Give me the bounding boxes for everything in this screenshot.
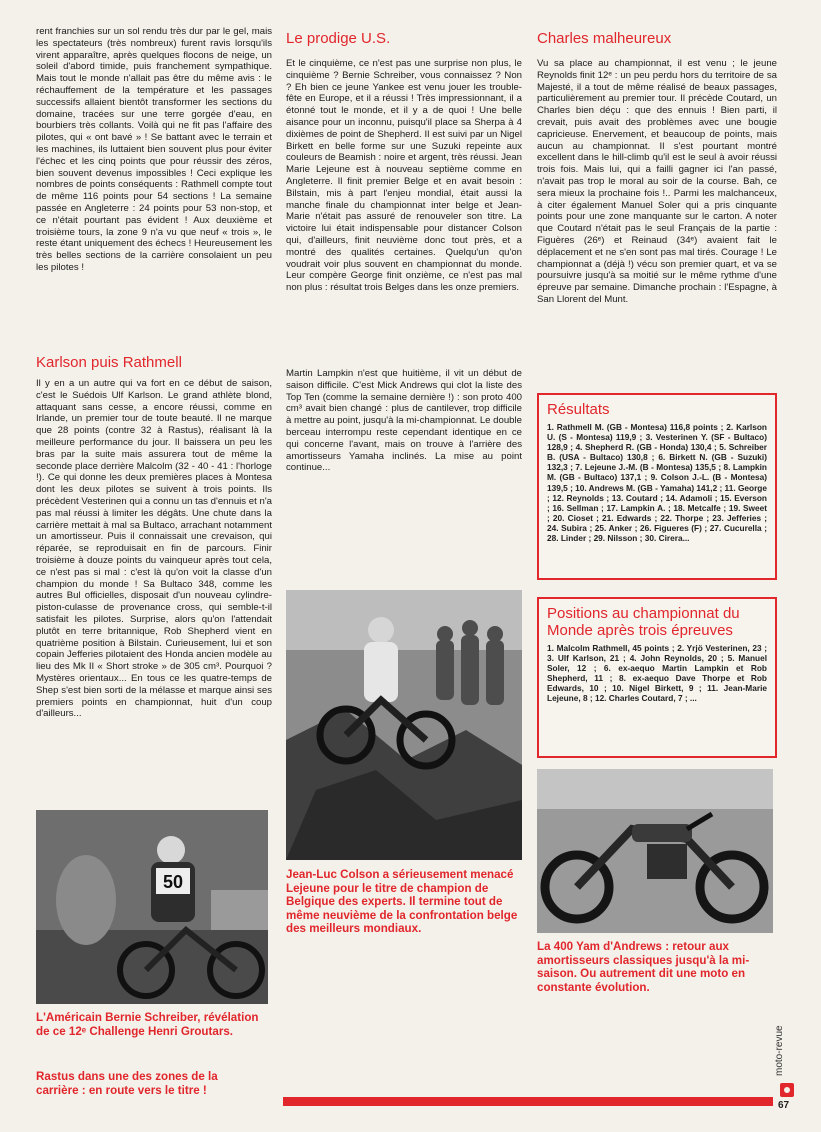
magazine-name: moto-revue — [774, 1025, 785, 1076]
results-box — [537, 393, 777, 580]
colson-photo-image — [286, 590, 522, 860]
section-title-karlson: Karlson puis Rathmell — [36, 354, 182, 371]
section-title-prodige: Le prodige U.S. — [286, 30, 391, 47]
photo-yamaha-andrews — [537, 769, 773, 933]
page-number: 67 — [778, 1100, 790, 1111]
charles-paragraph: Vu sa place au championnat, il est venu ; le jeune Reynolds finit 12ᵉ : un peu perdu hors du territoire de sa Majesté, il a tout de même réalisé de beaux passages, particulièrement au premier tour. Il précède Coutard, un Charles bien déçu : que des ennuis ! Bien parti, il crevait, puis avait des problèmes avec une bougie capricieuse. Enervement, et beaucoup de points, mais aucun au championnat. Il s'est pourtant montré excellent dans le hill-climb qu'il est le seul à avoir réussi trois fois. Mais lui, qui a failli gagner ici l'an passé, n'avait pas trop le moral au soir de la course. Bah, ce sera mieux la prochaine fois !.. Parmi les malchanceux, à citer également Manuel Soler qui a pris cinquante points pour une zone manquante sur le carton. A noter que Coutard n'était pas le seul Français de la partie : Figuères (26ᵉ) et Reinaud (34ᵉ) avaient fait le déplacement et ne s'en sont pas mal tirés. Courage ! Le championnat a (déjà !) vécu son premier quart, et va se poursuivre jusqu'à sa moitié sur le même rythme d'une épreuve par semaine. Dimanche prochain : l'Espagne, à San Llorent del Munt. — [537, 58, 777, 305]
caption-colson: Jean-Luc Colson a sérieusement menacé Lejeune pour le titre de champion de Belgique des experts. Il termine tout de même neuvième de la confrontation belge des meilleurs mondiaux. — [286, 868, 518, 936]
rider-bib-number: 50 — [162, 872, 184, 892]
rider-photo-image — [36, 810, 268, 1004]
magazine-logo-icon — [780, 1083, 794, 1097]
photo-colson — [286, 590, 522, 860]
standings-box — [537, 597, 777, 758]
standings-title: Positions au championnat du Monde après trois épreuves — [547, 605, 740, 639]
caption-schreiber: L'Américain Bernie Schreiber, révélation de ce 12ᵉ Challenge Henri Groutars. — [36, 1011, 259, 1038]
results-list: 1. Rathmell M. (GB - Montesa) 116,8 points ; 2. Karlson U. (S - Montesa) 119,9 ; 3. Vesterinen Y. (SF - Bultaco) 128,9 ; 4. Shepherd R. (GB - Honda) 130,4 ; 5. Schreiber B. (USA - Bultaco) 130,8 ; 6. Birkett N. (GB - Suzuki) 132,3 ; 7. Lejeune J.-M. (B - Montesa) 135,5 ; 8. Lampkin M. (GB - Bultaco) 137,1 ; 9. Colson J.-L. (B - Montesa) 139,5 ; 10. Andrews M. (GB - Yamaha) 141,2 ; 11. George ; 12. Reynolds ; 13. Coutard ; 14. Adamoli ; 15. Everson ; 16. Sellman ; 17. Lampkin A. ; 18. Metcalfe ; 19. Sweet ; 20. Cioset ; 21. Edwards ; 22. Thorpe ; 23. Jefferies ; 24. Subira ; 25. Anker ; 26. Figueres (F) ; 27. Cucurella ; 28. Linder ; 29. Nilsson ; 30. Cirera... — [547, 422, 767, 544]
results-title: Résultats — [547, 401, 610, 418]
yamaha-photo-image — [537, 769, 773, 933]
caption-rastus: Rastus dans une des zones de la carrière : en route vers le titre ! — [36, 1070, 218, 1097]
section-title-charles: Charles malheureux — [537, 30, 672, 47]
photo-bernie-schreiber — [36, 810, 268, 1004]
footer-red-bar — [283, 1097, 773, 1106]
lampkin-paragraph: Martin Lampkin n'est que huitième, il vit un début de saison difficile. C'est Mick Andrews qui clot la liste des Top Ten (comme la semaine dernière !) : son proto 400 cm³ avait bien changé : plus de cantilever, trop difficile à mettre au point, jusqu'à la mi-championnat. Le double berceau interrompu reste cependant identique en ce qui concerne l'avant, mais on trouve à l'arrière des amortisseurs Yamaha inclinés. La mise au point continue... — [286, 368, 522, 474]
prodige-paragraph: Et le cinquième, ce n'est pas une surprise non plus, le cinquième ? Bernie Schreiber, vous connaissez ? Non ? Eh bien ce jeune Yankee est venu jouer les trouble-fête en Europe, et il a réussi ! Très impressionnant, il a étonné tout le monde, et il y a de quoi ! Une belle aisance pour un inconnu, puisqu'il place sa Sherpa à 4 dixièmes de point de Shepherd. Il est suivi par un Nigel Birkett en belle forme sur une Suzuki repeinte aux couleurs de Beamish : noire et argent, très réussi. Jean Marie Lejeune est à nouveau septième comme en Angleterre. Il finit premier Belge et en avait besoin : Bilstain, mis à part l'enjeu mondial, était aussi la manche finale du championnat inter belge et Jean-Marie n'était pas assuré de renouveler son titre. La victoire lui était indispensable pour distancer Colson qui, d'ailleurs, finit neuvième donc tout près, et a montré des qualités certaines. Quelqu'un qu'on voudrait voir plus souvent en championnat du monde. Leur compère George finit onzième, ce n'est pas mal non plus : résultat trois Belges dans les onze premiers. — [286, 58, 522, 294]
standings-list: 1. Malcolm Rathmell, 45 points ; 2. Yrjö Vesterinen, 23 ; 3. Ulf Karlson, 21 ; 4. John Reynolds, 20 ; 5. Manuel Soler, 12 ; 6. ex-aequo Martin Lampkin et Rob Shepherd, 11 ; 8. ex-aequo Dave Thorpe et Rob Edwards, 10 ; 10. Nigel Birkett, 9 ; 11. Jean-Marie Lejeune, 8 ; 12. Charles Coutard, 7 ; ... — [547, 643, 767, 704]
karlson-paragraph: Il y en a un autre qui va fort en ce début de saison, c'est le Suédois Ulf Karlson. Le grand athlète blond, attaquant sans cesse, a encore réussi, comme en Irlande, un premier tour de toute beauté. Il ne marque que 28 points (contre 32 à Rastus), réalisant là la meilleure performance du jour. Il baissera un peu les bras par la suite mais assurera tout de même la seconde place derrière Malcolm (32 - 40 - 41 : l'horloge !). Ce qui donne les deux premières places à Montesa dont les deux pilotes se suivent à trois points. Ils précèdent Vesterinen qui a connu un tas d'ennuis et n'a pas mal réussi à limiter les dégâts. Une chute dans la carrière mettait à mal sa Bultaco, arrachant notamment un amortisseur. Puis il connaissait une crevaison, qui réparée, se reproduisait en fin de parcours. Finir troisième à douze points du vainqueur après tout cela, ce n'est pas si mal : c'est là qu'on voit la classe d'un champion du monde ! Sa Bultaco 348, comme les autres Bul officielles, disposait d'un nouveau cylindre-piston-culasse de provenance cross, qui semble-t-il satisfait les pilotes. Surprise, alors qu'on l'attendait plutôt en terre britannique, Rob Shepherd vient en quatrième position à Bilstain. Curieusement, lui et son copain Jefferies pilotaient des Honda ancien modèle au lieu des Mk II « Short stroke » de 305 cm³. Pourquoi ? Mystères orientaux... En tous ce les quatre-temps de Shep s'est bien sorti de la mélasse et marque ainsi ses premiers points en championnat, huit d'un coup d'ailleurs... — [36, 378, 272, 720]
caption-yamaha: La 400 Yam d'Andrews : retour aux amortisseurs classiques jusqu'à la mi-saison. Ou autrement dit une moto en constante évolution. — [537, 940, 750, 994]
intro-paragraph: rent franchies sur un sol rendu très dur par le gel, mais les spectateurs (très nombreux) furent ravis lorsqu'ils virent apparaître, après quelques flocons de neige, un soleil d'abord timide, puis franchement sympathique. Mais tout le monde n'allait pas être du même avis : le réchauffement de la température et les passages successifs allaient bientôt transformer les sections du domaine, tracées sur une terre gorgée d'eau, en bourbiers très collants. Voilà qui ne fit pas l'affaire des pilotes, qui « ont bavé » ! Se battant avec le terrain et les machines, ils luttaient bien souvent plus pour éviter l'échec et les cinq points que pour réussir des zéros, bien souvent devenus impossibles ! Ceci explique les nombres de points conséquents : Rathmell compte tout de même 116 points pour 54 sections ! La semaine passée en Angleterre : 24 points pour 53 non-stop, et ce n'était pourtant pas évident ! Aux deuxième et troisième tours, la zone 9 n'a vu que neuf « trois », le reste étant uniquement des échecs ! Heureusement les très belles sections de la carrière consolaient un peu les pilotes ! — [36, 26, 272, 273]
